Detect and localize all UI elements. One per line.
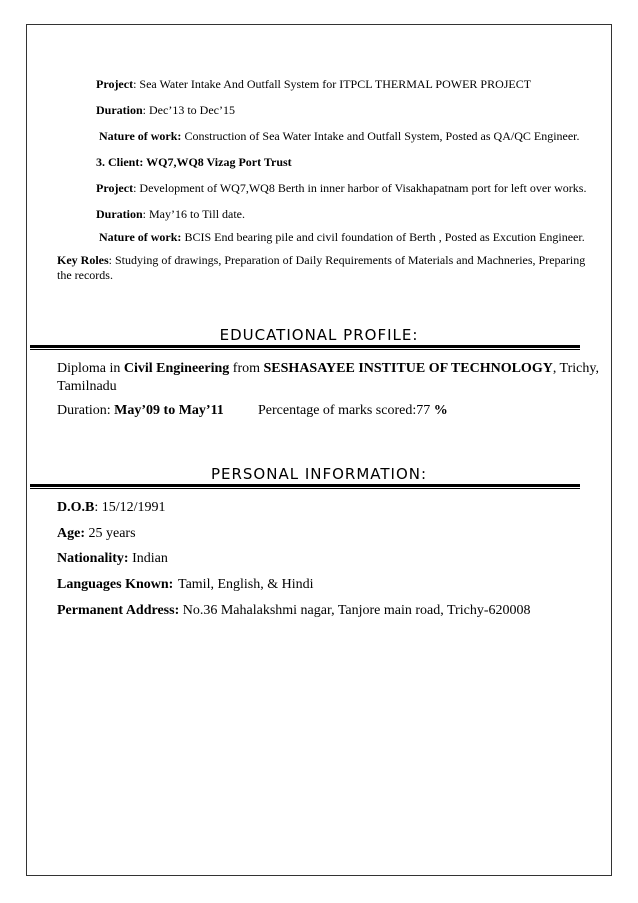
- project2-line: [96, 181, 586, 196]
- education-percentage-line: [258, 403, 448, 419]
- nationality-value: Indian: [128, 551, 168, 566]
- project-value: : Sea Water Intake And Outfall System for ITPCL THERMAL POWER PROJECT: [133, 77, 532, 91]
- project-value: : Development of WQ7,WQ8 Berth in inner harbor of Visakhapatnam port for left over works.: [133, 181, 587, 195]
- languages-value: Tamil, English, & Hindi: [178, 577, 314, 592]
- key-roles-value-cont: the records.: [57, 268, 113, 282]
- education-duration-label: Duration:: [57, 403, 115, 418]
- nature-label: Nature of work:: [99, 230, 182, 244]
- education-state: Tamilnadu: [57, 379, 117, 394]
- address-label: Permanent Address:: [57, 603, 180, 618]
- dob-value: : 15/12/1991: [94, 500, 166, 515]
- education-line1: [57, 361, 599, 377]
- education-course: Civil Engineering: [123, 361, 230, 376]
- education-post: , Trichy,: [552, 361, 599, 376]
- personal-heading: PERSONAL INFORMATION:: [210, 465, 428, 483]
- project-label: Project: [96, 181, 134, 195]
- key-roles-line1: [57, 253, 585, 268]
- address-value: No.36 Mahalakshmi nagar, Tanjore main road, Trichy-620008: [179, 603, 531, 618]
- duration-value: : Dec’13 to Dec’15: [142, 103, 235, 117]
- nature-value: BCIS End bearing pile and civil foundation of Berth , Posted as Excution Engineer.: [181, 230, 585, 244]
- education-line2: [57, 379, 117, 395]
- project1-line: [96, 77, 531, 92]
- nature-label: Nature of work:: [99, 129, 182, 143]
- education-heading: EDUCATIONAL PROFILE:: [219, 326, 419, 344]
- key-roles-label: Key Roles: [57, 253, 109, 267]
- nature-value: Construction of Sea Water Intake and Outfall System, Posted as QA/QC Engineer.: [181, 129, 580, 143]
- nature2-line: [99, 230, 585, 245]
- key-roles-line2: [57, 268, 113, 283]
- resume-page: [26, 24, 612, 876]
- project-label: Project: [96, 77, 134, 91]
- age-value: 25 years: [85, 526, 136, 541]
- nationality-line: [57, 551, 168, 567]
- duration2-line: [96, 207, 245, 222]
- education-pre: Diploma in: [57, 361, 124, 376]
- duration-value: : May’16 to Till date.: [142, 207, 246, 221]
- education-heading-rule: [30, 345, 580, 350]
- client3-line: [96, 155, 292, 170]
- duration1-line: [96, 103, 235, 118]
- education-mid: from: [229, 361, 264, 376]
- dob-line: [57, 500, 166, 516]
- education-duration-value: May’09 to May’11: [114, 403, 224, 418]
- duration-label: Duration: [96, 103, 143, 117]
- key-roles-value: : Studying of drawings, Preparation of Daily Requirements of Materials and Machneries, Preparing: [108, 253, 586, 267]
- languages-label: Languages Known:: [57, 577, 174, 592]
- education-percentage-label: Percentage of marks scored:77: [258, 403, 434, 418]
- duration-label: Duration: [96, 207, 143, 221]
- address-line: [57, 603, 531, 619]
- languages-value-line: [178, 577, 314, 593]
- age-line: [57, 526, 136, 542]
- education-percentage-sign: %: [433, 403, 448, 418]
- age-label: Age:: [57, 526, 85, 541]
- nationality-label: Nationality:: [57, 551, 129, 566]
- nature1-line: [99, 129, 580, 144]
- dob-label: D.O.B: [57, 500, 95, 515]
- personal-heading-rule: [30, 484, 580, 489]
- education-institute: SESHASAYEE INSTITUE OF TECHNOLOGY: [263, 361, 553, 376]
- education-duration-line: [57, 403, 224, 419]
- client3-text: 3. Client: WQ7,WQ8 Vizag Port Trust: [96, 155, 292, 169]
- languages-line: [57, 577, 173, 593]
